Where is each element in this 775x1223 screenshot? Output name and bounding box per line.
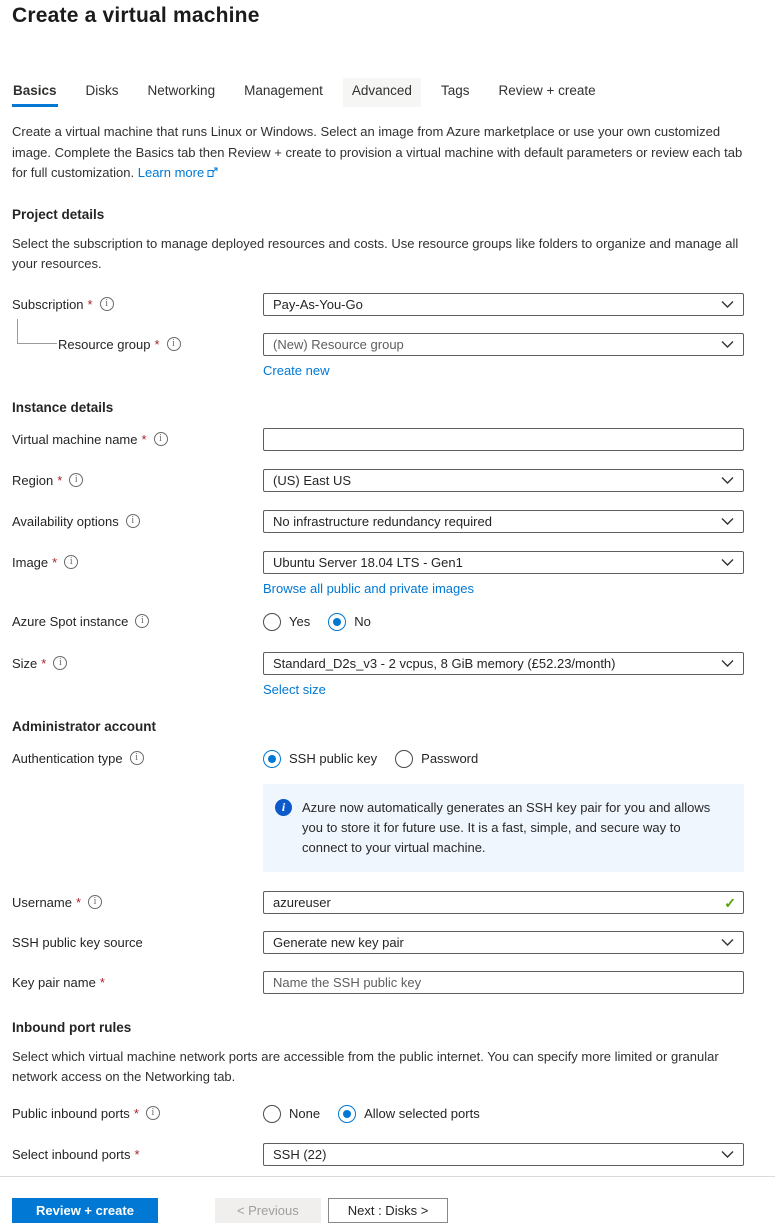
key-pair-row bbox=[12, 971, 744, 994]
auth-type-label-group bbox=[12, 747, 263, 766]
public-ports-allow-label: Allow selected ports bbox=[364, 1106, 480, 1121]
footer-actions bbox=[12, 1198, 744, 1223]
auth-option-ssh[interactable] bbox=[263, 750, 377, 768]
previous-button[interactable]: < Previous bbox=[215, 1198, 321, 1223]
chevron-down-icon bbox=[721, 1147, 734, 1162]
info-icon[interactable]: i bbox=[130, 751, 144, 765]
key-pair-label-group bbox=[12, 971, 263, 990]
intro-paragraph bbox=[12, 122, 744, 185]
subscription-label-group bbox=[12, 293, 263, 312]
spot-label-group bbox=[12, 610, 263, 629]
auth-type-radio-group bbox=[263, 747, 744, 768]
subscription-row bbox=[12, 293, 744, 316]
tab-disks[interactable]: Disks bbox=[85, 83, 119, 98]
inbound-ports-row bbox=[12, 1143, 744, 1166]
tab-tags[interactable]: Tags bbox=[440, 83, 470, 98]
username-input[interactable] bbox=[263, 891, 744, 914]
chevron-down-icon bbox=[721, 473, 734, 488]
auth-type-label: Authentication type bbox=[12, 750, 123, 766]
username-label-group bbox=[12, 891, 263, 910]
spot-instance-row bbox=[12, 610, 744, 631]
username-label: Username bbox=[12, 894, 72, 910]
tab-basics[interactable]: Basics bbox=[12, 78, 58, 107]
required-marker: * bbox=[154, 336, 160, 352]
project-details-description: Select the subscription to manage deployed resources and costs. Use resource groups like folders to organize and manage all your resources. bbox=[12, 235, 739, 271]
public-ports-label: Public inbound ports bbox=[12, 1105, 130, 1121]
availability-dropdown[interactable] bbox=[263, 510, 744, 533]
info-filled-icon: i bbox=[275, 799, 292, 816]
region-row bbox=[12, 469, 744, 492]
required-marker: * bbox=[57, 472, 63, 488]
hierarchy-connector bbox=[17, 319, 57, 344]
required-marker: * bbox=[141, 431, 147, 447]
vm-name-label-group bbox=[12, 428, 263, 447]
section-administrator-account: Administrator account bbox=[12, 718, 157, 734]
radio-unselected-icon bbox=[395, 750, 413, 768]
required-marker: * bbox=[134, 1146, 140, 1162]
region-value: (US) East US bbox=[273, 472, 352, 488]
image-label: Image bbox=[12, 554, 49, 570]
radio-unselected-icon bbox=[263, 1105, 281, 1123]
ssh-source-label: SSH public key source bbox=[12, 934, 143, 950]
browse-images-link[interactable]: Browse all public and private images bbox=[263, 580, 474, 596]
image-value: Ubuntu Server 18.04 LTS - Gen1 bbox=[273, 554, 463, 570]
size-label-group bbox=[12, 652, 263, 671]
auth-type-row bbox=[12, 747, 744, 872]
learn-more-link[interactable]: Learn more bbox=[137, 165, 205, 180]
size-row bbox=[12, 652, 744, 697]
valid-checkmark-icon: ✓ bbox=[724, 894, 736, 911]
resource-group-label: Resource group bbox=[58, 336, 151, 352]
auth-ssh-label: SSH public key bbox=[289, 751, 378, 766]
image-dropdown[interactable] bbox=[263, 551, 744, 574]
resource-group-value: (New) Resource group bbox=[273, 336, 404, 352]
radio-selected-icon bbox=[338, 1105, 356, 1123]
page-title: Create a virtual machine bbox=[12, 4, 260, 27]
next-disks-button[interactable]: Next : Disks > bbox=[328, 1198, 449, 1223]
info-icon[interactable]: i bbox=[126, 514, 140, 528]
public-ports-row bbox=[12, 1102, 744, 1123]
spot-option-no[interactable] bbox=[328, 613, 371, 631]
key-pair-input[interactable] bbox=[263, 971, 744, 994]
spot-no-label: No bbox=[354, 614, 371, 629]
size-value: Standard_D2s_v3 - 2 vcpus, 8 GiB memory (£52.23/month) bbox=[273, 655, 616, 671]
required-marker: * bbox=[75, 894, 82, 910]
chevron-down-icon bbox=[721, 297, 734, 312]
tab-management[interactable]: Management bbox=[244, 83, 323, 98]
username-field-wrap bbox=[263, 891, 744, 914]
vm-name-input[interactable] bbox=[263, 428, 744, 451]
tab-review-create[interactable]: Review + create bbox=[498, 83, 596, 98]
spot-yes-label: Yes bbox=[289, 614, 311, 629]
tab-bar bbox=[12, 78, 744, 107]
public-ports-option-none[interactable] bbox=[263, 1105, 320, 1123]
create-new-link[interactable]: Create new bbox=[263, 362, 330, 378]
radio-unselected-icon bbox=[263, 613, 281, 631]
public-ports-option-allow[interactable] bbox=[338, 1105, 480, 1123]
auth-password-label: Password bbox=[421, 751, 479, 766]
info-icon[interactable]: i bbox=[135, 614, 149, 628]
inbound-description: Select which virtual machine network ports are accessible from the public internet. You can specify more limited or granular network access on the Networking tab. bbox=[12, 1048, 719, 1084]
vm-name-label: Virtual machine name bbox=[12, 431, 138, 447]
footer-divider bbox=[0, 1176, 775, 1177]
spot-option-yes[interactable] bbox=[263, 613, 310, 631]
tab-networking[interactable]: Networking bbox=[147, 83, 216, 98]
vm-name-row bbox=[12, 428, 744, 451]
tab-advanced[interactable]: Advanced bbox=[343, 78, 421, 107]
chevron-down-icon bbox=[721, 656, 734, 671]
resource-group-row bbox=[12, 333, 744, 378]
availability-label: Availability options bbox=[12, 513, 119, 529]
ssh-info-text: Azure now automatically generates an SSH key pair for you and allows you to store it for future use. It is a fast, simple, and secure way to connect to your virtual machine. bbox=[302, 799, 711, 855]
size-dropdown[interactable] bbox=[263, 652, 744, 675]
review-create-button[interactable]: Review + create bbox=[12, 1198, 158, 1223]
section-project-details: Project details bbox=[12, 206, 105, 222]
subscription-label: Subscription bbox=[12, 296, 84, 312]
required-marker: * bbox=[99, 974, 105, 990]
required-marker: * bbox=[87, 296, 93, 312]
info-icon[interactable]: i bbox=[167, 337, 181, 351]
required-marker: * bbox=[133, 1105, 139, 1121]
info-icon[interactable]: i bbox=[146, 1106, 160, 1120]
subscription-value: Pay-As-You-Go bbox=[273, 296, 363, 312]
inbound-ports-label: Select inbound ports bbox=[12, 1146, 131, 1162]
section-instance-details: Instance details bbox=[12, 399, 114, 415]
size-label: Size bbox=[12, 655, 38, 671]
username-row bbox=[12, 891, 744, 914]
ssh-source-dropdown[interactable] bbox=[263, 931, 744, 954]
select-size-link[interactable]: Select size bbox=[263, 681, 326, 697]
region-dropdown[interactable] bbox=[263, 469, 744, 492]
key-pair-label: Key pair name bbox=[12, 974, 96, 990]
ssh-source-row bbox=[12, 931, 744, 954]
subscription-dropdown[interactable] bbox=[263, 293, 744, 316]
info-icon[interactable]: i bbox=[64, 555, 78, 569]
resource-group-dropdown[interactable] bbox=[263, 333, 744, 356]
info-icon[interactable]: i bbox=[88, 895, 102, 909]
chevron-down-icon bbox=[721, 337, 734, 352]
public-ports-none-label: None bbox=[289, 1106, 321, 1121]
intro-text: Create a virtual machine that runs Linux or Windows. Select an image from Azure marketplace or use your own customized image. Complete the Basics tab then Review + create to provision a virtual machine with default parameters or review each tab for full customization. bbox=[12, 124, 743, 180]
chevron-down-icon bbox=[721, 514, 734, 529]
info-icon[interactable]: i bbox=[100, 297, 114, 311]
info-icon[interactable]: i bbox=[53, 656, 67, 670]
image-row bbox=[12, 551, 744, 596]
availability-label-group bbox=[12, 510, 263, 529]
chevron-down-icon bbox=[721, 935, 734, 950]
inbound-ports-value: SSH (22) bbox=[273, 1146, 327, 1162]
public-ports-radio-group bbox=[263, 1102, 744, 1123]
spot-label: Azure Spot instance bbox=[12, 613, 129, 629]
availability-value: No infrastructure redundancy required bbox=[273, 513, 492, 529]
inbound-ports-dropdown[interactable] bbox=[263, 1143, 744, 1166]
chevron-down-icon bbox=[721, 555, 734, 570]
availability-row bbox=[12, 510, 744, 533]
radio-selected-icon bbox=[328, 613, 346, 631]
info-icon[interactable]: i bbox=[154, 432, 168, 446]
region-label: Region bbox=[12, 472, 54, 488]
radio-selected-icon bbox=[263, 750, 281, 768]
inbound-ports-label-group bbox=[12, 1143, 263, 1162]
image-label-group bbox=[12, 551, 263, 570]
section-inbound-port-rules: Inbound port rules bbox=[12, 1019, 132, 1035]
region-label-group bbox=[12, 469, 263, 488]
info-icon[interactable]: i bbox=[69, 473, 83, 487]
spot-radio-group bbox=[263, 610, 744, 631]
ssh-source-label-group bbox=[12, 931, 263, 950]
required-marker: * bbox=[41, 655, 47, 671]
ssh-info-callout bbox=[263, 784, 744, 872]
ssh-source-value: Generate new key pair bbox=[273, 934, 404, 950]
external-link-icon bbox=[207, 164, 218, 185]
required-marker: * bbox=[52, 554, 58, 570]
auth-option-password[interactable] bbox=[395, 750, 478, 768]
public-ports-label-group bbox=[12, 1102, 263, 1121]
